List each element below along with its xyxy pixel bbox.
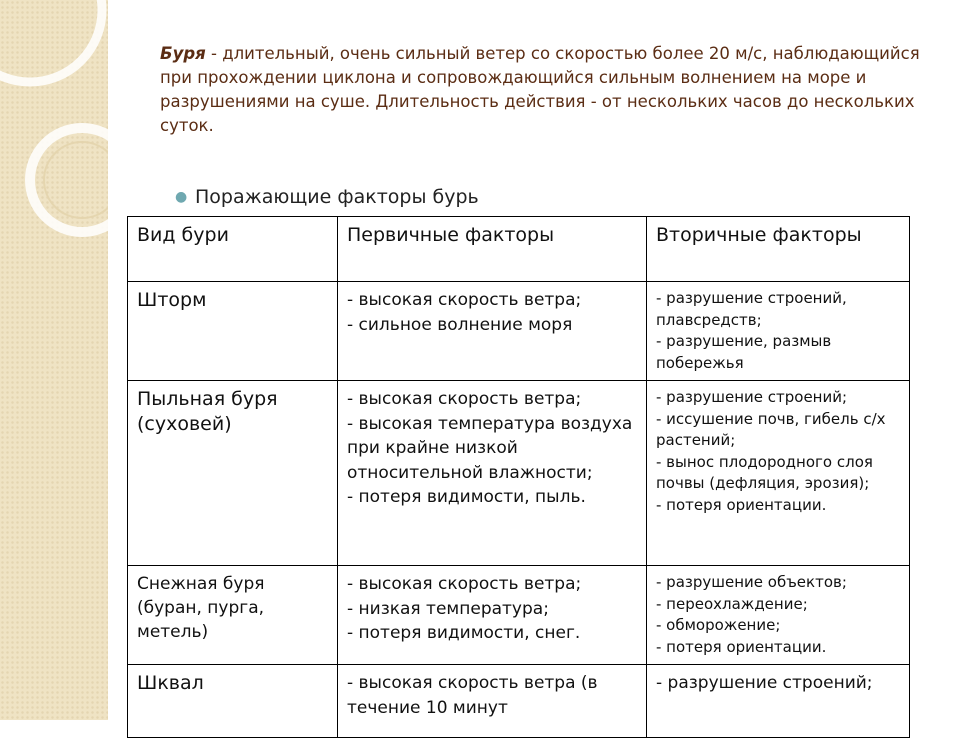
table-caption-text: Поражающие факторы бурь (195, 186, 479, 208)
table-header-row (128, 217, 910, 282)
table-row (128, 381, 910, 566)
factor-item: - высокая скорость ветра (в течение 10 минут (347, 673, 598, 718)
factor-item: - разрушение, размыв побережья (656, 332, 832, 372)
factor-item: - разрушение строений; (656, 673, 873, 693)
primary-factors-cell (338, 381, 647, 566)
factor-item: - сильное волнение моря (347, 314, 573, 335)
factor-item: - высокая температура воздуха при крайне низкой относительной влажности; (347, 413, 633, 483)
factor-item: - высокая скорость ветра; (347, 574, 582, 594)
table-row (128, 665, 910, 738)
factor-item: - иссушение почв, гибель с/х растений; (656, 409, 886, 449)
factor-item: - потеря видимости, снег. (347, 623, 581, 643)
header-secondary: Вторичные факторы (647, 217, 910, 282)
factor-item: - разрушение строений, плавсредств; (656, 289, 847, 329)
factor-item: - переохлаждение; (656, 594, 808, 613)
storm-kind-cell: Шквал (128, 665, 338, 738)
table-row (128, 282, 910, 381)
table-row (128, 566, 910, 665)
secondary-factors-cell (647, 665, 910, 738)
storm-kind-cell: Пыльная буря (суховей) (128, 381, 338, 566)
secondary-factors-cell (647, 566, 910, 665)
header-kind: Вид бури (128, 217, 338, 282)
factor-item: - низкая температура; (347, 598, 549, 619)
table-caption (175, 186, 479, 208)
factor-item: - высокая скорость ветра; (347, 290, 582, 310)
definition-text: - длительный, очень сильный ветер со скоростью более 20 м/с, наблюдающийся при прохождении циклона и сопровождающийся сильным волнением на море и разрушениями на суше. Длительность действия - от нескольких часов до нескольких суток. (160, 44, 920, 135)
factor-item: - потеря ориентации. (656, 637, 827, 656)
secondary-factors-cell (647, 282, 910, 381)
header-primary: Первичные факторы (338, 217, 647, 282)
bullet-icon: ● (175, 189, 188, 205)
factor-item: - потеря видимости, пыль. (347, 487, 586, 507)
factor-item: - разрушение объектов; (656, 573, 847, 591)
factor-item: - высокая скорость ветра; (347, 389, 582, 409)
definition-term: Буря (160, 44, 206, 63)
storm-kind-cell: Шторм (128, 282, 338, 381)
factor-item: - обморожение; (656, 616, 781, 634)
decorative-side-band (0, 0, 108, 720)
primary-factors-cell (338, 566, 647, 665)
decorative-rings (0, 0, 108, 720)
factor-item: - потеря ориентации. (656, 495, 827, 514)
primary-factors-cell (338, 282, 647, 381)
storm-kind-cell: Снежная буря (буран, пурга, метель) (128, 566, 338, 665)
primary-factors-cell (338, 665, 647, 738)
secondary-factors-cell (647, 381, 910, 566)
factor-item: - вынос плодородного слоя почвы (дефляция, эрозия); (656, 452, 873, 492)
factor-item: - разрушение строений; (656, 388, 848, 406)
storm-definition (160, 42, 930, 138)
storm-factors-table (127, 216, 910, 738)
